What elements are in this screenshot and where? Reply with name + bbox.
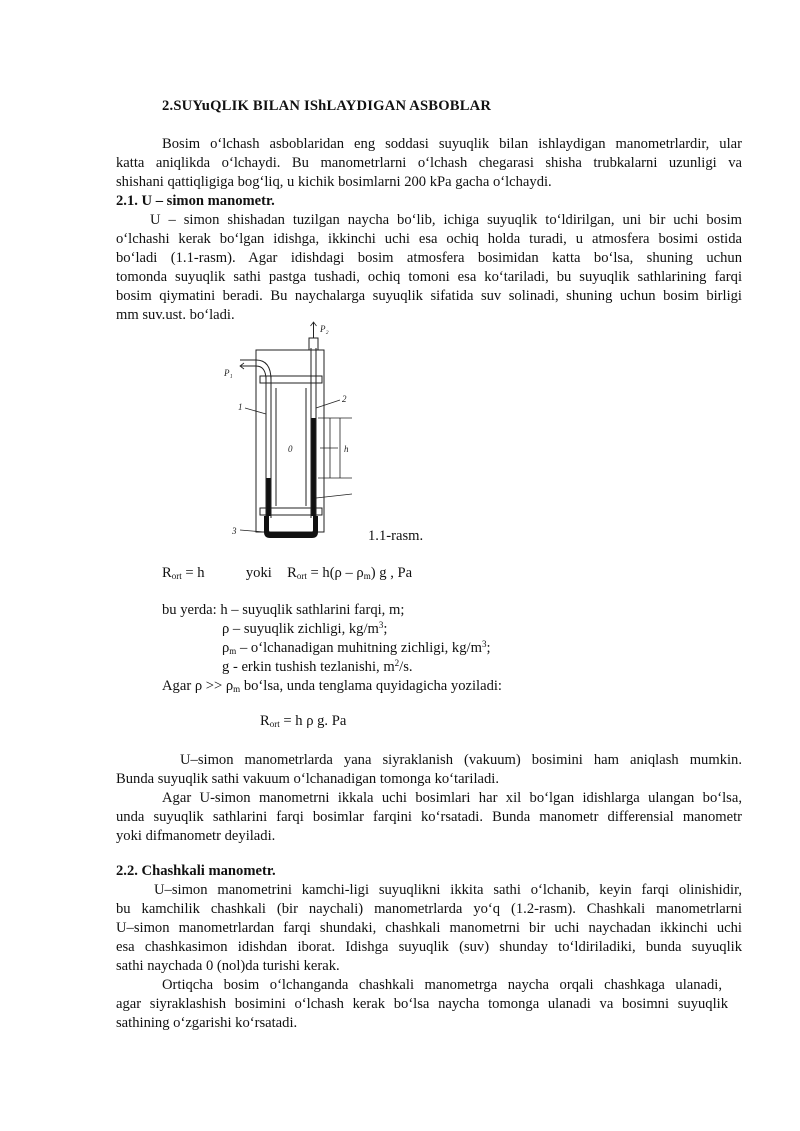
where-rho-semi: ; [383,621,388,637]
formula-1-sub3: m [363,571,371,581]
formula-1-sub2: ort [296,571,307,581]
diff-line-3: yoki difmanometr deyiladi. [116,828,276,844]
s2-line-3: U–simon manometrlardan farqi shundaki, chashkali manometrni bir uchi naychadan ikkinchi uchi [116,920,742,936]
u-manometer-figure [220,318,360,544]
where-intro: bu yerda: h – suyuqlik sathlarini farqi, m; [162,602,405,618]
vacuum-line-1: U–simon manometrlarda yana siyraklanish (vakuum) bosimini ham aniqlash mumkin. [180,752,742,768]
condition-b: bo‘lsa, unda tenglama quyidagicha yoziladi: [240,678,502,694]
s2b-line-3: sathining o‘zgarishi ko‘rsatadi. [116,1015,298,1031]
s2b-line-2: agar siyraklashish bosimini o‘lchash kerak bo‘lsa naycha tomonga ulanadi va bosimni suyuqlik [116,996,728,1012]
intro-line-1: Bosim o‘lchash asboblaridan eng soddasi suyuqlik bilan ishlaydigan manometrlardir, ular [162,136,742,152]
diff-line-1: Agar U-simon manometrni ikkala uchi bosimlari har xil bo‘lgan idishlarga ulangan bo‘lsa, [162,790,742,806]
s1-line-4: tomonda suyuqlik sathi pastga tushadi, ochiq tomoni esa ko‘tariladi, bu suyuqlik sathlarining farqi [116,269,742,285]
where-rho-m-sub: m [229,646,237,656]
formula-2-r: R [260,713,270,729]
label-h: h [344,444,349,454]
section-heading-2-2: 2.2. Chashkali manometr. [116,863,276,879]
section-heading-2-1: 2.1. U – simon manometr. [116,193,275,209]
s1-line-2: o‘lchashi kerak bo‘lgan idishga, ikkinchi uchi esa ochiq holda turadi, u atmosfera bosimi ostida [116,231,742,247]
formula-2-sub: ort [269,719,280,729]
s1-line-3: bo‘ladi (1.1-rasm). Agar idishdagi bosim atmosfera bosimidan katta bo‘lsa, shuning uchun [116,250,742,266]
where-rho-m-b: – o‘lchanadigan muhitning zichligi, kg/m [236,640,482,656]
where-g-end: /s. [399,659,413,675]
formula-1-sub: ort [171,571,182,581]
s2-line-2: bu kamchilik chashkali (bir naychali) manometrlarda yo‘q (1.2-rasm). Chashkali manometrlarni [116,901,742,917]
where-g-text: g - erkin tushish tezlanishi, m [222,659,395,675]
chapter-title: 2.SUYuQLIK BILAN IShLAYDIGAN ASBOBLAR [162,98,492,114]
label-1: 1 [238,402,243,412]
where-rho-m-sup: 3 [481,639,487,649]
intro-line-3: shishani qattiqligiga bog‘liq, u kichik bosimlarni 200 kPa gacha o‘lchaydi. [116,174,552,190]
condition-line [162,677,502,696]
formula-1 [162,564,412,583]
diff-line-2: unda suyuqlik sathlarini farqi bosimlar farqini ko‘rsatadi. Bunda manometr differensial manometr [116,809,742,825]
p2-label: P₂ [320,324,329,334]
where-rho-m-a: ρ [222,640,230,656]
label-2: 2 [342,394,347,404]
condition-a: Agar ρ >> ρ [162,678,234,694]
where-rho-sup: 3 [378,620,384,630]
formula-1-r2: R [287,565,297,581]
where-rho-m-semi: ; [486,640,491,656]
intro-line-2: katta aniqlikda o‘lchaydi. Bu manometrlarni o‘lchash chegarasi shisha trubkalarni uzunligi va [116,155,742,171]
s2-line-4: esa chashkasimon idishdan iborat. Idishga suyuqlik (suv) shunday to‘ldiriladiki, bunda suyuqlik [116,939,742,955]
figure-caption: 1.1-rasm. [368,528,424,544]
formula-2 [260,712,346,731]
where-g [222,658,413,677]
formula-1-yoki: yoki [245,565,272,581]
label-zero: 0 [288,444,293,454]
formula-1-r: R [162,565,172,581]
where-rho-m [222,639,491,658]
s1-line-6: mm suv.ust. bo‘ladi. [116,307,235,323]
p1-label: P₁ [224,368,233,378]
s2-line-5: sathi naychada 0 (nol)da turishi kerak. [116,958,340,974]
formula-2-rest: = h ρ g. Pa [279,713,347,729]
condition-sub: m [233,684,241,694]
where-g-sup: 2 [394,658,400,668]
formula-1-eq: = h [181,565,205,581]
formula-1-rest2: ) g , Pa [370,565,413,581]
where-rho [222,620,387,639]
s2b-line-1: Ortiqcha bosim o‘lchanganda chashkali manometrga naycha orqali chashkaga ulanadi, [162,977,722,993]
s1-line-1: U – simon shishadan tuzilgan naycha bo‘lib, ichiga suyuqlik to‘ldirilgan, uni bir uchi bosim [150,212,742,228]
label-3: 3 [232,526,237,536]
s2-line-1: U–simon manometrini kamchi-ligi suyuqlikni ikkita sathi o‘lchanib, keyin farqi olinishidir, [154,882,742,898]
s1-line-5: bosim qiymatini beradi. Bu naychalarga suyuqlik sifatida suv solinadi, shuning uchun bosim birligi [116,288,742,304]
formula-1-rest: = h(ρ – ρ [306,565,364,581]
vacuum-line-2: Bunda suyuqlik sathi vakuum o‘lchanadigan tomonga ko‘tariladi. [116,771,500,787]
where-rho-text: ρ – suyuqlik zichligi, kg/m [222,621,379,637]
